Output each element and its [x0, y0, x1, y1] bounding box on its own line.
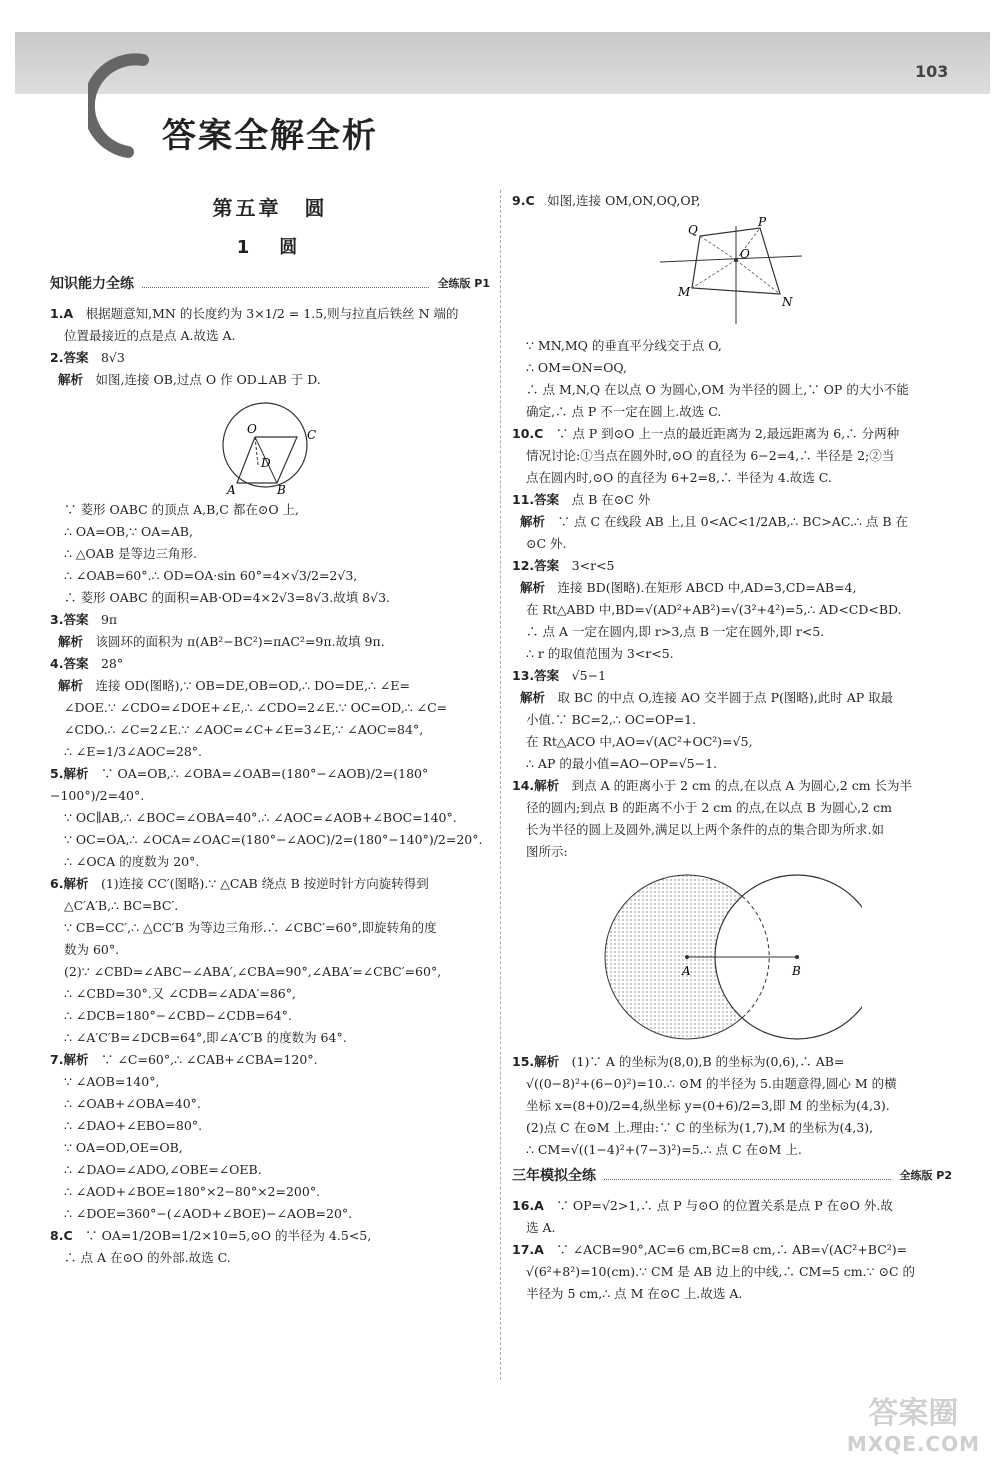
answer-text: 在 Rt△ACO 中,AO=√(AC²+OC²)=√5,	[526, 734, 753, 749]
label-a: A	[227, 483, 236, 495]
answer-text: 半径为 5 cm,∴ 点 M 在⊙C 上.故选 A.	[526, 1286, 743, 1301]
dotted-leader	[142, 278, 429, 288]
label-p: P	[758, 216, 767, 229]
answer-text: ∴ AP 的最小值=AO−OP=√5−1.	[526, 756, 718, 771]
answer-text: ∴ 点 A 一定在圆内,即 r>3,点 B 一定在圆外,即 r<5.	[526, 624, 825, 639]
answer-text: 点在圆内时,⊙O 的直径为 6+2=8,∴ 半径为 4.故选 C.	[526, 470, 832, 485]
section-bar-three-year	[512, 1165, 952, 1185]
question-number: 5.解析	[50, 766, 89, 781]
answer-text: ∠CDO.∴ ∠C=2∠E.∵ ∠AOC=∠C+∠E=3∠E,∵ ∠AOC=84°,	[64, 722, 424, 737]
answer-line	[50, 369, 490, 391]
label-o: O	[247, 422, 257, 436]
answer-line	[50, 917, 490, 939]
answer-line	[512, 1095, 952, 1117]
answer-text: ∵ OC=OA,∴ ∠OCA=∠OAC=(180°−∠AOC)/2=(180°−140°)/2=20°.	[64, 832, 483, 847]
answer-text: 在 Rt△ABD 中,BD=√(AD²+AB²)=√(3²+4²)=5,∴ AD<CD<BD.	[526, 602, 902, 617]
answer-text: 3<r<5	[571, 558, 615, 573]
answer-text: ∴ 点 M,N,Q 在以点 O 为圆心,OM 为半径的圆上,∵ OP 的大小不能	[526, 382, 909, 397]
question-number: 12.答案	[512, 558, 560, 573]
answer-item-start	[50, 609, 490, 631]
answer-text: 位置最接近的点是点 A.故选 A.	[64, 328, 236, 343]
answer-line	[50, 1181, 490, 1203]
answer-text: ∵ OA=1/2OB=1/2×10=5,⊙O 的半径为 4.5<5,	[85, 1228, 372, 1243]
bar-ref: 全练版 P1	[437, 277, 490, 290]
analysis-label: 解析	[58, 634, 84, 649]
question-number: 6.解析	[50, 876, 89, 891]
answer-item-start	[50, 303, 490, 325]
answer-line	[50, 631, 490, 653]
answer-line	[50, 719, 490, 741]
answer-text: ∴ 点 A 在⊙O 的外部.故选 C.	[64, 1250, 231, 1265]
answer-item-start	[50, 347, 490, 369]
answer-text: 根据题意知,MN 的长度约为 3×1/2 = 1.5,则与拉直后铁丝 N 端的	[85, 306, 459, 321]
answer-text: 如图,连接 OM,ON,OQ,OP,	[547, 193, 701, 208]
question-number: 2.答案	[50, 350, 89, 365]
answer-text: 长为半径的圆上及圆外,满足以上两个条件的点的集合即为所求.如	[526, 822, 884, 837]
point-b	[795, 955, 799, 959]
answer-text: ∵ OC∥AB,∴ ∠BOC=∠OBA=40°.∴ ∠AOC=∠AOB+∠BOC=140°.	[64, 810, 457, 825]
segment-o-0	[700, 236, 736, 260]
answer-line	[512, 753, 952, 775]
answer-line	[512, 1261, 952, 1283]
answer-text: ∵ 点 P 到⊙O 上一点的最近距离为 2,最远距离为 6,∴ 分两种	[555, 426, 900, 441]
label-d: D	[261, 456, 271, 470]
answer-text: ∠DOE.∵ ∠CDO=∠DOE+∠E,∴ ∠CDO=2∠E.∵ OC=OD,∴ ∠C=	[64, 700, 448, 715]
answer-text: ∴ ∠OAB=60°.∴ OD=OA·sin 60°=4×√3/2=2√3,	[64, 568, 358, 583]
answer-text: 连接 OD(图略),∵ OB=DE,OB=OD,∴ DO=DE,∴ ∠E=	[95, 678, 410, 693]
answer-text: ∴ ∠OAB+∠OBA=40°.	[64, 1096, 201, 1111]
answer-item-start	[512, 775, 952, 797]
answer-line	[50, 1137, 490, 1159]
analysis-label: 解析	[520, 514, 546, 529]
answer-line	[512, 709, 952, 731]
column-divider	[500, 190, 501, 1380]
answer-text: ∵ ∠C=60°,∴ ∠CAB+∠CBA=120°.	[100, 1052, 318, 1067]
answer-text: △C′A′B,∴ BC=BC′.	[64, 898, 179, 913]
question-number: 16.A	[512, 1198, 544, 1213]
answer-text: ∵ OA=OD,OE=OB,	[64, 1140, 183, 1155]
answer-item-start	[50, 1049, 490, 1071]
left-answer-list	[50, 303, 490, 1269]
answer-line	[512, 511, 952, 533]
question-number: 10.C	[512, 426, 544, 441]
circle-o	[223, 403, 307, 487]
answer-line	[512, 643, 952, 665]
answer-text: 选 A.	[526, 1220, 556, 1235]
answer-text: 到点 A 的距离小于 2 cm 的点,在以点 A 为圆心,2 cm 长为半	[571, 778, 913, 793]
answer-text: ∵ 点 C 在线段 AB 上,且 0<AC<1/2AB,∴ BC>AC.∴ 点 B 在	[557, 514, 908, 529]
answer-line	[50, 895, 490, 917]
answer-item-start	[50, 653, 490, 675]
answer-line	[512, 1139, 952, 1161]
answer-line	[50, 829, 490, 851]
answer-text: ∴ ∠DCB=180°−∠CBD−∠CDB=64°.	[64, 1008, 292, 1023]
answer-line	[512, 1217, 952, 1239]
answer-text: ∵ ∠ACB=90°,AC=6 cm,BC=8 cm,∴ AB=√(AC²+BC²)=	[556, 1242, 908, 1257]
answer-line	[50, 675, 490, 697]
question-number: 15.解析	[512, 1054, 560, 1069]
answer-text: 小值.∵ BC=2,∴ OC=OP=1.	[526, 712, 697, 727]
answer-text: ∴ △OAB 是等边三角形.	[64, 546, 197, 561]
answer-item-start	[512, 665, 952, 687]
question-number: 1.A	[50, 306, 74, 321]
answer-line	[50, 697, 490, 719]
label-b: B	[792, 964, 801, 978]
question-number: 9.C	[512, 193, 535, 208]
segment-o-2	[736, 260, 780, 294]
answer-line	[512, 357, 952, 379]
answer-item-start	[512, 555, 952, 577]
answer-line	[512, 599, 952, 621]
answer-item-start	[512, 1195, 952, 1217]
answer-line	[512, 379, 952, 401]
answer-text: (1)∵ A 的坐标为(8,0),B 的坐标为(0,6),∴ AB=	[571, 1054, 845, 1069]
answer-text: ∵ 菱形 OABC 的顶点 A,B,C 都在⊙O 上,	[64, 502, 300, 517]
answer-item-start	[512, 423, 952, 445]
answer-text: ∵ CB=CC′,∴ △CC′B 为等边三角形.∴ ∠CBC′=60°,即旋转角的度	[64, 920, 437, 935]
answer-line	[512, 841, 952, 863]
answer-line	[50, 983, 490, 1005]
answer-item-start	[50, 873, 490, 895]
answer-line	[512, 533, 952, 555]
answer-text: ⊙C 外.	[526, 536, 567, 551]
answer-line	[50, 939, 490, 961]
answer-text: ∴ r 的取值范围为 3<r<5.	[526, 646, 674, 661]
answer-text: 确定,∴ 点 P 不一定在圆上.故选 C.	[526, 404, 722, 419]
answer-line	[512, 1117, 952, 1139]
question-number: 8.C	[50, 1228, 73, 1243]
answer-line	[50, 325, 490, 347]
two-circles-figure	[602, 867, 862, 1047]
answer-line	[512, 335, 952, 357]
answer-text: √((0−8)²+(6−0)²)=10.∴ ⊙M 的半径为 5.由题意得,圆心 M 的横	[526, 1076, 897, 1091]
left-column	[50, 190, 490, 1269]
answer-line	[50, 1115, 490, 1137]
answer-text: ∴ ∠DAO+∠EBO=80°.	[64, 1118, 203, 1133]
question-number: 17.A	[512, 1242, 544, 1257]
answer-text: ∴ OA=OB,∵ OA=AB,	[64, 524, 193, 539]
answer-line	[50, 1159, 490, 1181]
label-n: N	[782, 295, 793, 309]
answer-line	[50, 1203, 490, 1225]
answer-line	[512, 467, 952, 489]
answer-line	[512, 621, 952, 643]
analysis-label: 解析	[58, 372, 84, 387]
answer-text: ∴ 菱形 OABC 的面积=AB·OD=4×2√3=8√3.故填 8√3.	[64, 590, 391, 605]
chapter-title: 第五章 圆	[212, 196, 328, 220]
answer-text: 点 B 在⊙C 外	[571, 492, 651, 507]
answer-line	[50, 587, 490, 609]
segment-o-3	[692, 260, 736, 288]
answer-text: 径的圆内;到点 B 的距离不小于 2 cm 的点,在以点 B 为圆心,2 cm	[526, 800, 892, 815]
answer-text: √5−1	[571, 668, 607, 683]
answer-text: ∴ ∠OCA 的度数为 20°.	[64, 854, 200, 869]
answer-text: ∵ OA=OB,∴ ∠OBA=∠OAB=(180°−∠AOB)/2=(180°−100°)/2=40°.	[50, 766, 429, 803]
answer-line	[50, 521, 490, 543]
analysis-label: 解析	[58, 678, 84, 693]
answer-line	[50, 807, 490, 829]
answer-text: ∴ ∠DOE=360°−(∠AOD+∠BOE)−∠AOB=20°.	[64, 1206, 353, 1221]
answer-line	[512, 577, 952, 599]
section-bar-knowledge	[50, 273, 490, 293]
bar-title: 三年模拟全练	[512, 1168, 596, 1184]
question-number: 3.答案	[50, 612, 89, 627]
answer-line	[50, 1247, 490, 1269]
answer-item-start	[50, 1225, 490, 1247]
answer-line	[512, 819, 952, 841]
label-m: M	[678, 285, 691, 299]
section-title: 1 圆	[236, 237, 304, 258]
answer-line	[50, 851, 490, 873]
answer-text: 取 BC 的中点 O,连接 AO 交半圆于点 P(图略),此时 AP 取最	[557, 690, 894, 705]
right-answer-list	[512, 190, 952, 1161]
answer-item-start	[512, 489, 952, 511]
label-a: A	[682, 964, 691, 978]
question-number: 11.答案	[512, 492, 560, 507]
answer-line	[512, 1283, 952, 1305]
analysis-label: 解析	[520, 580, 546, 595]
answer-text: 8√3	[100, 350, 125, 365]
question-number: 4.答案	[50, 656, 89, 671]
answer-text: ∴ CM=√((1−4)²+(7−3)²)=5.∴ 点 C 在⊙M 上.	[526, 1142, 802, 1157]
answer-line	[50, 1027, 490, 1049]
answer-text: 情况讨论:①当点在圆外时,⊙O 的直径为 6−2=4,∴ 半径是 2;②当	[526, 448, 895, 463]
answer-text: ∴ OM=ON=OQ,	[526, 360, 627, 375]
answer-text: 图所示:	[526, 844, 568, 859]
answer-text: (2)点 C 在⊙M 上.理由:∵ C 的坐标为(1,7),M 的坐标为(4,3),	[526, 1120, 874, 1135]
answer-text: ∴ ∠CBD=30°.又 ∠CDB=∠ADA′=86°,	[64, 986, 296, 1001]
point-a	[685, 955, 689, 959]
answer-line	[50, 1071, 490, 1093]
answer-text: ∵ OP=√2>1,∴ 点 P 与⊙O 的位置关系是点 P 在⊙O 外.故	[556, 1198, 893, 1213]
question-number: 14.解析	[512, 778, 560, 793]
rhombus-in-circle-figure	[215, 395, 325, 495]
answer-item-start	[50, 763, 490, 807]
answer-text: 该圆环的面积为 π(AB²−BC²)=πAC²=9π.故填 9π.	[95, 634, 385, 649]
answer-text: (2)∵ ∠CBD=∠ABC−∠ABA′,∠CBA=90°,∠ABA′=∠CBC′=60°,	[64, 964, 442, 979]
answer-text: 9π	[100, 612, 118, 627]
answer-item-start	[512, 190, 952, 212]
page-number: 103	[915, 62, 949, 81]
quadrilateral-figure	[652, 216, 812, 331]
answer-item-start	[512, 1239, 952, 1261]
answer-line	[50, 961, 490, 983]
answer-text: ∴ ∠AOD+∠BOE=180°×2−80°×2=200°.	[64, 1184, 321, 1199]
answer-text: ∴ ∠DAO=∠ADO,∠OBE=∠OEB.	[64, 1162, 262, 1177]
label-c: C	[307, 428, 317, 442]
label-o: O	[740, 247, 750, 261]
point-o	[734, 258, 738, 262]
answer-line	[512, 445, 952, 467]
answer-line	[50, 565, 490, 587]
answer-text: 数为 60°.	[64, 942, 120, 957]
answer-text: 坐标 x=(8+0)/2=4,纵坐标 y=(0+6)/2=3,即 M 的坐标为(4,3).	[526, 1098, 890, 1113]
answer-line	[512, 731, 952, 753]
answer-line	[50, 543, 490, 565]
answer-line	[50, 499, 490, 521]
watermark-logo: 答案圈 MXQE.COM	[846, 1396, 980, 1456]
bar-title: 知识能力全练	[50, 276, 134, 292]
question-number: 13.答案	[512, 668, 560, 683]
answer-line	[50, 1005, 490, 1027]
page-title: 答案全解全析	[162, 116, 378, 156]
answer-line	[50, 741, 490, 763]
answer-line	[512, 1073, 952, 1095]
answer-text: ∵ MN,MQ 的垂直平分线交于点 O,	[526, 338, 722, 353]
right-answer-list-2	[512, 1195, 952, 1305]
analysis-label: 解析	[520, 690, 546, 705]
question-number: 7.解析	[50, 1052, 89, 1067]
answer-text: 如图,连接 OB,过点 O 作 OD⊥AB 于 D.	[95, 372, 321, 387]
answer-text: ∴ ∠A′C′B=∠DCB=64°,即∠A′C′B 的度数为 64°.	[64, 1030, 347, 1045]
answer-text: 连接 BD(图略).在矩形 ABCD 中,AD=3,CD=AB=4,	[557, 580, 857, 595]
answer-line	[512, 687, 952, 709]
bar-ref: 全练版 P2	[899, 1169, 952, 1182]
dotted-leader	[604, 1170, 891, 1180]
answer-line	[512, 797, 952, 819]
arc-logo-icon	[88, 52, 168, 162]
answer-text: ∴ ∠E=1/3∠AOC=28°.	[64, 744, 203, 759]
label-q: Q	[688, 223, 698, 237]
answer-text: √(6²+8²)=10(cm).∵ CM 是 AB 边上的中线,∴ CM=5 cm.∵ ⊙C 的	[526, 1264, 915, 1279]
answer-line	[50, 1093, 490, 1115]
answer-text: ∵ ∠AOB=140°,	[64, 1074, 160, 1089]
answer-text: (1)连接 CC′(图略).∵ △CAB 绕点 B 按逆时针方向旋转得到	[100, 876, 429, 891]
answer-line	[512, 401, 952, 423]
label-b: B	[277, 483, 286, 495]
right-column	[512, 190, 952, 1305]
answer-text: 28°	[100, 656, 124, 671]
answer-item-start	[512, 1051, 952, 1073]
